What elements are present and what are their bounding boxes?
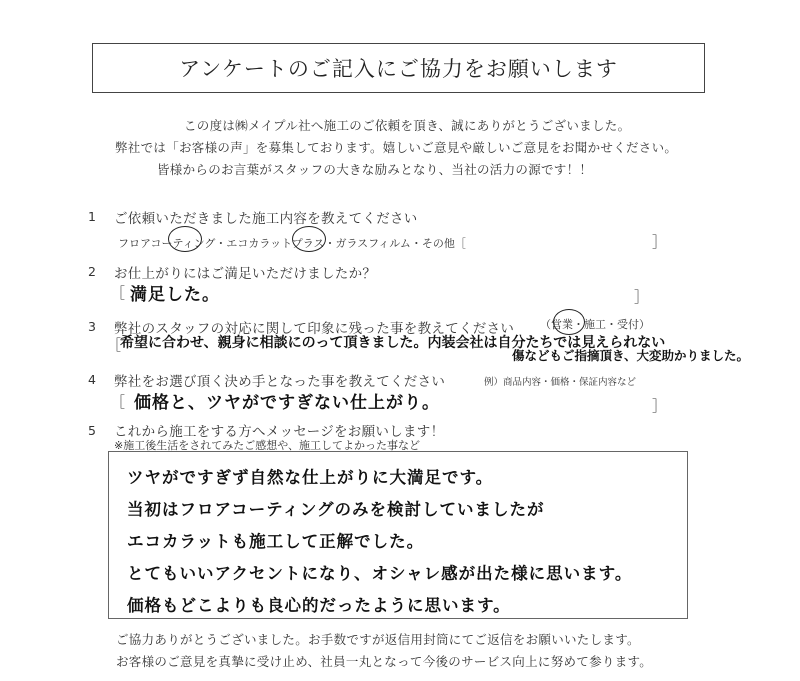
question-1-options: フロアコーティング・エコカラットプラス・ガラスフィルム・その他［ [118,237,466,250]
question-4-text: 弊社をお選び頂く決め手となった事を教えてください [114,374,446,390]
answer-circle-floor-coating [168,226,202,252]
question-1-bracket-close: ］ [652,233,668,251]
question-5-number: 5 [88,423,96,438]
question-5-text: これから施工をする方へメッセージをお願いします！ [114,424,445,440]
question-2-number: 2 [88,264,96,279]
question-3-answer-line-2: 傷などもご指摘頂き、大変助かりました。 [512,348,750,363]
question-3-bracket-open: ［ [106,336,122,354]
question-3-text: 弊社のスタッフの対応に関して印象に残った事を教えてください [114,321,515,337]
question-1-number: 1 [88,209,96,224]
answer-circle-ecocarat [292,226,326,252]
question-1-text: ご依頼いただきました施工内容を教えてください [114,211,418,227]
question-4-answer: 価格と、ツヤがですぎない仕上がり。 [134,393,440,413]
question-5-note: ※施工後生活をされてみたご感想や、施工してよかった事など [114,439,420,452]
footer-line-1: ご協力ありがとうございました。お手数ですが返信用封筒にてご返信をお願いいたします。 [116,632,640,647]
message-box [108,451,688,619]
question-4-example: 例）商品内容・価格・保証内容など [484,377,637,388]
question-2-answer: 満足した。 [130,285,220,305]
question-4-bracket-open: ［ [110,393,126,411]
question-3-number: 3 [88,319,96,334]
question-3-options: （営業・施工・受付） [540,318,650,331]
question-3-answer-line-1: 希望に合わせ、親身に相談にのって頂きました。内装会社は自分たちでは見えられない [120,335,666,351]
intro-line-1: この度は㈱メイプル社へ施工のご依頼を頂き、誠にありがとうございました。 [184,118,631,133]
intro-line-2: 弊社では「お客様の声」を募集しております。嬉しいご意見や厳しいご意見をお聞かせください。 [115,140,678,155]
footer-line-2: お客様のご意見を真摯に受け止め、社員一丸となって今後のサービス向上に努めて参ります。 [116,654,653,669]
message-line-1: ツヤがですぎず自然な仕上がりに大満足です。 [127,468,494,487]
message-line-5: 価格もどこよりも良心的だったように思います。 [127,596,511,615]
intro-line-3: 皆様からのお言葉がスタッフの大きな励みとなり、当社の活力の源です！！ [157,162,593,177]
question-4-number: 4 [88,372,96,387]
message-line-3: エコカラットも施工して正解でした。 [127,532,425,551]
question-4-bracket-close: ］ [652,397,668,415]
question-2-text: お仕上がりにはご満足いただけましたか？ [114,266,377,282]
message-line-2: 当初はフロアコーティングのみを検討していましたが [127,500,545,519]
survey-title: アンケートのご記入にご協力をお願いします [92,43,705,93]
question-2-bracket-open: ［ [110,284,126,302]
message-line-4: とてもいいアクセントになり、オシャレ感が出た様に思います。 [127,564,633,583]
question-2-bracket-close: ］ [634,288,650,306]
